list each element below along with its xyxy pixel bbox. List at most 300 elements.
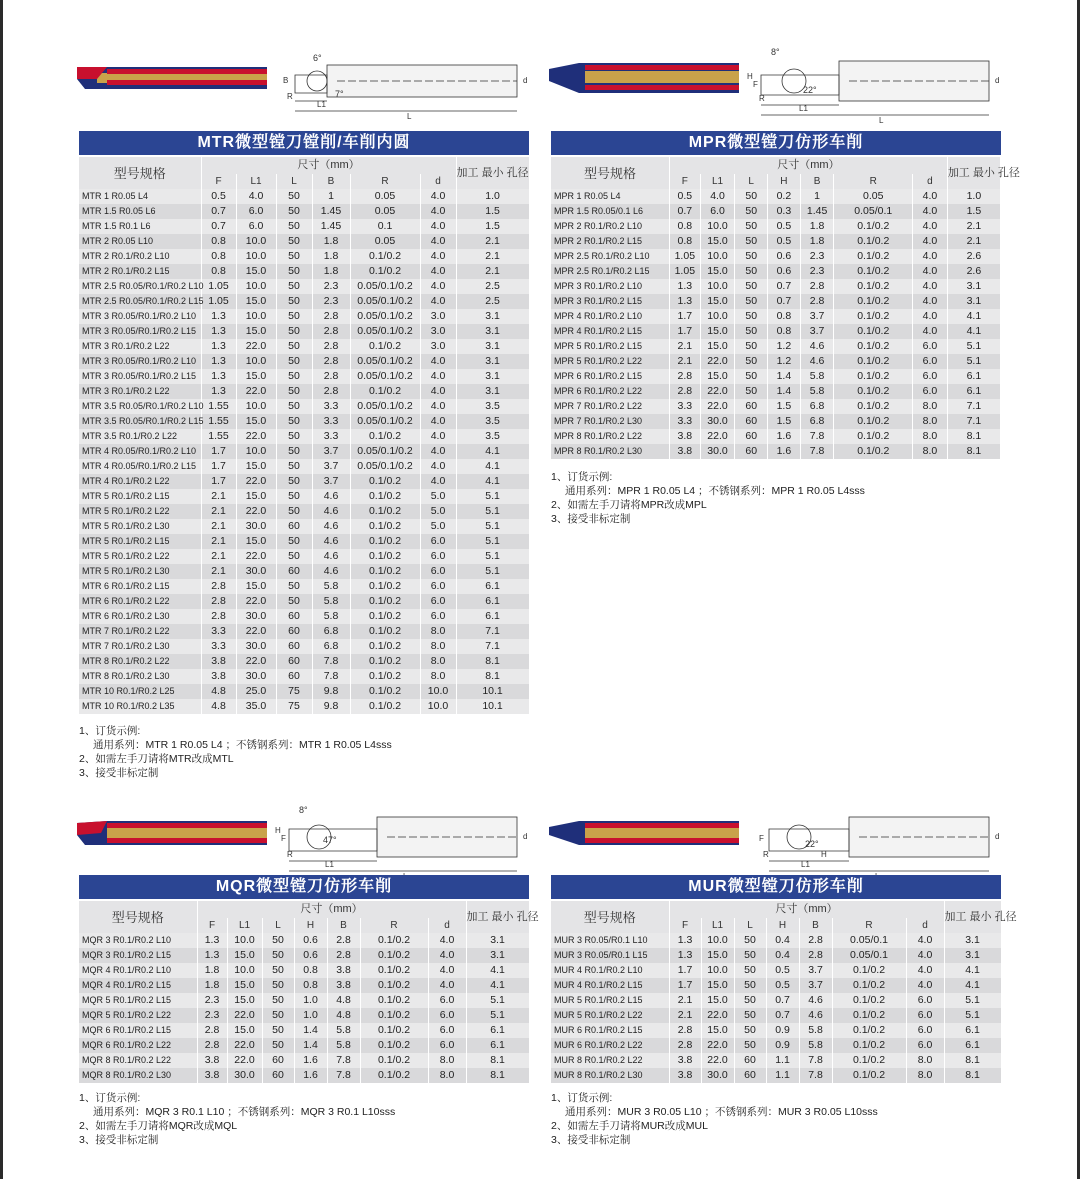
value-cell: 8.1 bbox=[947, 429, 1000, 444]
value-cell: 10.0 bbox=[236, 234, 276, 249]
model-cell: MTR 10 R0.1/R0.2 L35 bbox=[79, 699, 201, 714]
model-cell: MTR 3 R0.1/R0.2 L22 bbox=[79, 339, 201, 354]
value-cell: 15.0 bbox=[700, 294, 735, 309]
value-cell: 8.1 bbox=[944, 1068, 1001, 1083]
value-cell: 2.8 bbox=[327, 933, 360, 948]
note-1: 1、订货示例: bbox=[551, 471, 613, 483]
value-cell: 22.0 bbox=[227, 1008, 262, 1023]
value-cell: 0.1/0.2 bbox=[360, 963, 428, 978]
value-cell: 1.3 bbox=[670, 294, 701, 309]
value-cell: 4.1 bbox=[456, 459, 529, 474]
note-3: 3、接受非标定制 bbox=[79, 1134, 159, 1146]
model-cell: MQR 4 R0.1/R0.2 L15 bbox=[79, 978, 197, 993]
value-cell: 1.7 bbox=[670, 309, 701, 324]
value-cell: 60 bbox=[735, 429, 768, 444]
value-cell: 6.1 bbox=[456, 579, 529, 594]
value-cell: 22.0 bbox=[236, 429, 276, 444]
value-cell: 0.1/0.2 bbox=[834, 414, 913, 429]
header-col-r: R bbox=[360, 918, 428, 933]
value-cell: 1.2 bbox=[768, 354, 801, 369]
table-row bbox=[551, 294, 1001, 309]
model-cell: MUR 4 R0.1/R0.2 L15 bbox=[551, 978, 669, 993]
value-cell: 0.7 bbox=[201, 204, 236, 219]
value-cell: 2.8 bbox=[670, 369, 701, 384]
value-cell: 1.5 bbox=[947, 204, 1000, 219]
value-cell: 0.1/0.2 bbox=[350, 699, 420, 714]
model-cell: MTR 3 R0.05/R0.1/R0.2 L10 bbox=[79, 354, 201, 369]
value-cell: 2.8 bbox=[201, 594, 236, 609]
value-cell: 6.8 bbox=[312, 624, 350, 639]
value-cell: 15.0 bbox=[236, 324, 276, 339]
model-cell: MTR 6 R0.1/R0.2 L30 bbox=[79, 609, 201, 624]
dim-l-label: L bbox=[879, 116, 884, 125]
header-col-l1: L1 bbox=[227, 918, 262, 933]
value-cell: 10.0 bbox=[700, 279, 735, 294]
value-cell: 6.1 bbox=[456, 609, 529, 624]
value-cell: 50 bbox=[276, 339, 312, 354]
value-cell: 3.7 bbox=[799, 978, 832, 993]
table-row bbox=[551, 204, 1001, 219]
value-cell: 1.6 bbox=[768, 429, 801, 444]
value-cell: 3.8 bbox=[201, 669, 236, 684]
value-cell: 3.8 bbox=[670, 444, 701, 459]
value-cell: 6.0 bbox=[700, 204, 735, 219]
table-row bbox=[79, 933, 529, 948]
value-cell: 10.0 bbox=[227, 933, 262, 948]
model-cell: MQR 4 R0.1/R0.2 L10 bbox=[79, 963, 197, 978]
model-cell: MTR 3.5 R0.05/R0.1/R0.2 L15 bbox=[79, 414, 201, 429]
value-cell: 6.0 bbox=[906, 993, 944, 1008]
value-cell: 5.1 bbox=[456, 489, 529, 504]
value-cell: 2.1 bbox=[669, 993, 701, 1008]
value-cell: 0.1/0.2 bbox=[350, 519, 420, 534]
value-cell: 6.0 bbox=[906, 1038, 944, 1053]
value-cell: 1.7 bbox=[201, 474, 236, 489]
note-2: 2、如需左手刀请将MQR改成MQL bbox=[79, 1120, 238, 1132]
value-cell: 1.3 bbox=[201, 309, 236, 324]
value-cell: 22.0 bbox=[236, 654, 276, 669]
model-cell: MTR 5 R0.1/R0.2 L30 bbox=[79, 519, 201, 534]
value-cell: 50 bbox=[276, 279, 312, 294]
value-cell: 1.5 bbox=[456, 219, 529, 234]
value-cell: 3.8 bbox=[327, 978, 360, 993]
value-cell: 2.8 bbox=[799, 933, 832, 948]
value-cell: 1.3 bbox=[197, 948, 227, 963]
model-cell: MQR 3 R0.1/R0.2 L15 bbox=[79, 948, 197, 963]
value-cell: 2.3 bbox=[312, 279, 350, 294]
drawing-mpr bbox=[761, 61, 989, 115]
value-cell: 6.0 bbox=[906, 1008, 944, 1023]
table-row bbox=[551, 399, 1001, 414]
model-cell: MTR 1.5 R0.1 L6 bbox=[79, 219, 201, 234]
value-cell: 7.8 bbox=[312, 654, 350, 669]
value-cell: 50 bbox=[734, 1023, 766, 1038]
header-min-hole: 加工 最小 孔径 bbox=[466, 901, 529, 933]
value-cell: 60 bbox=[734, 1053, 766, 1068]
notes-mqr bbox=[79, 1091, 395, 1147]
value-cell: 0.6 bbox=[768, 249, 801, 264]
value-cell: 0.8 bbox=[768, 324, 801, 339]
note-2: 2、如需左手刀请将MPR改成MPL bbox=[551, 499, 707, 511]
value-cell: 8.1 bbox=[944, 1053, 1001, 1068]
table-row bbox=[551, 264, 1001, 279]
value-cell: 50 bbox=[735, 219, 768, 234]
value-cell: 30.0 bbox=[701, 1068, 734, 1083]
value-cell: 0.05/0.1 bbox=[834, 204, 913, 219]
value-cell: 0.1/0.2 bbox=[834, 369, 913, 384]
value-cell: 0.1/0.2 bbox=[834, 339, 913, 354]
value-cell: 1.45 bbox=[312, 219, 350, 234]
value-cell: 0.1/0.2 bbox=[350, 609, 420, 624]
value-cell: 4.0 bbox=[913, 324, 948, 339]
spec-table-mur bbox=[551, 901, 1017, 1083]
value-cell: 6.0 bbox=[420, 564, 456, 579]
value-cell: 1.5 bbox=[768, 414, 801, 429]
value-cell: 10.0 bbox=[227, 963, 262, 978]
value-cell: 3.8 bbox=[669, 1053, 701, 1068]
model-cell: MTR 2 R0.1/R0.2 L15 bbox=[79, 264, 201, 279]
value-cell: 8.0 bbox=[913, 444, 948, 459]
model-cell: MTR 7 R0.1/R0.2 L30 bbox=[79, 639, 201, 654]
value-cell: 0.05/0.1/0.2 bbox=[350, 324, 420, 339]
value-cell: 22.0 bbox=[700, 429, 735, 444]
header-model: 型号规格 bbox=[79, 157, 201, 189]
table-row bbox=[551, 429, 1001, 444]
value-cell: 50 bbox=[276, 294, 312, 309]
value-cell: 50 bbox=[734, 933, 766, 948]
value-cell: 4.6 bbox=[312, 549, 350, 564]
value-cell: 60 bbox=[262, 1068, 294, 1083]
header-dimensions: 尺寸（mm） bbox=[201, 157, 456, 174]
value-cell: 5.1 bbox=[466, 993, 529, 1008]
model-cell: MUR 3 R0.05/R0.1 L10 bbox=[551, 933, 669, 948]
value-cell: 4.0 bbox=[906, 933, 944, 948]
value-cell: 1.7 bbox=[669, 963, 701, 978]
value-cell: 4.0 bbox=[420, 279, 456, 294]
value-cell: 10.0 bbox=[236, 309, 276, 324]
value-cell: 4.0 bbox=[420, 354, 456, 369]
value-cell: 2.5 bbox=[456, 279, 529, 294]
value-cell: 0.1/0.2 bbox=[350, 579, 420, 594]
dim-h-label: H bbox=[275, 826, 281, 835]
section-title: MUR微型镗刀仿形车削 bbox=[551, 875, 1001, 899]
value-cell: 8.0 bbox=[906, 1068, 944, 1083]
value-cell: 4.0 bbox=[906, 948, 944, 963]
value-cell: 6.0 bbox=[913, 384, 948, 399]
table-row bbox=[79, 339, 529, 354]
value-cell: 1.55 bbox=[201, 429, 236, 444]
value-cell: 5.0 bbox=[420, 489, 456, 504]
model-cell: MTR 2 R0.05 L10 bbox=[79, 234, 201, 249]
value-cell: 5.1 bbox=[944, 1008, 1001, 1023]
value-cell: 3.7 bbox=[312, 444, 350, 459]
table-row bbox=[551, 1053, 1001, 1068]
value-cell: 4.8 bbox=[201, 699, 236, 714]
value-cell: 1.3 bbox=[201, 354, 236, 369]
model-cell: MPR 7 R0.1/R0.2 L30 bbox=[551, 414, 670, 429]
value-cell: 5.1 bbox=[456, 549, 529, 564]
value-cell: 2.1 bbox=[201, 549, 236, 564]
value-cell: 1.45 bbox=[312, 204, 350, 219]
model-cell: MPR 4 R0.1/R0.2 L15 bbox=[551, 324, 670, 339]
table-row bbox=[79, 384, 529, 399]
value-cell: 6.0 bbox=[428, 1023, 466, 1038]
model-cell: MTR 5 R0.1/R0.2 L15 bbox=[79, 489, 201, 504]
value-cell: 8.1 bbox=[466, 1068, 529, 1083]
dim-l1-label: L1 bbox=[325, 860, 334, 869]
value-cell: 8.0 bbox=[420, 669, 456, 684]
value-cell: 0.1/0.2 bbox=[350, 489, 420, 504]
value-cell: 1.7 bbox=[201, 444, 236, 459]
value-cell: 3.1 bbox=[456, 369, 529, 384]
table-row bbox=[551, 339, 1001, 354]
value-cell: 0.1/0.2 bbox=[350, 654, 420, 669]
model-cell: MTR 4 R0.05/R0.1/R0.2 L15 bbox=[79, 459, 201, 474]
value-cell: 2.8 bbox=[197, 1038, 227, 1053]
dim-l1-label: L1 bbox=[317, 100, 326, 109]
value-cell: 60 bbox=[276, 564, 312, 579]
table-row bbox=[551, 1038, 1001, 1053]
value-cell: 7.1 bbox=[947, 399, 1000, 414]
value-cell: 22.0 bbox=[236, 624, 276, 639]
value-cell: 30.0 bbox=[236, 609, 276, 624]
value-cell: 2.3 bbox=[197, 993, 227, 1008]
value-cell: 2.3 bbox=[800, 249, 834, 264]
dim-f-label: F bbox=[759, 834, 764, 843]
value-cell: 15.0 bbox=[227, 1023, 262, 1038]
value-cell: 3.1 bbox=[456, 384, 529, 399]
diagram-mtr bbox=[77, 40, 547, 130]
value-cell: 2.5 bbox=[456, 294, 529, 309]
value-cell: 1.2 bbox=[768, 339, 801, 354]
value-cell: 3.8 bbox=[327, 963, 360, 978]
model-cell: MPR 2.5 R0.1/R0.2 L15 bbox=[551, 264, 670, 279]
value-cell: 0.1/0.2 bbox=[360, 978, 428, 993]
value-cell: 50 bbox=[734, 993, 766, 1008]
value-cell: 0.1/0.2 bbox=[834, 324, 913, 339]
value-cell: 0.7 bbox=[766, 993, 799, 1008]
value-cell: 25.0 bbox=[236, 684, 276, 699]
value-cell: 35.0 bbox=[236, 699, 276, 714]
value-cell: 50 bbox=[735, 249, 768, 264]
value-cell: 1.6 bbox=[294, 1053, 327, 1068]
table-row bbox=[551, 234, 1001, 249]
value-cell: 0.1/0.2 bbox=[350, 339, 420, 354]
value-cell: 4.0 bbox=[913, 294, 948, 309]
value-cell: 0.1/0.2 bbox=[834, 264, 913, 279]
table-row bbox=[79, 699, 529, 714]
value-cell: 3.8 bbox=[197, 1068, 227, 1083]
value-cell: 10.0 bbox=[701, 963, 734, 978]
header-col-l: L bbox=[276, 174, 312, 189]
value-cell: 2.8 bbox=[800, 294, 834, 309]
value-cell: 3.7 bbox=[799, 963, 832, 978]
header-col-r: R bbox=[834, 174, 913, 189]
value-cell: 3.1 bbox=[466, 948, 529, 963]
dim-d-label: d bbox=[523, 832, 528, 841]
table-row bbox=[79, 1008, 529, 1023]
angle2-label: 7° bbox=[335, 89, 344, 99]
value-cell: 50 bbox=[276, 579, 312, 594]
value-cell: 0.1/0.2 bbox=[832, 1053, 906, 1068]
note-example: 通用系列：MPR 1 R0.05 L4 ；不锈钢系列：MPR 1 R0.05 L4sss bbox=[565, 485, 865, 497]
value-cell: 15.0 bbox=[236, 489, 276, 504]
value-cell: 50 bbox=[276, 324, 312, 339]
model-cell: MPR 8 R0.1/R0.2 L30 bbox=[551, 444, 670, 459]
value-cell: 0.8 bbox=[201, 264, 236, 279]
value-cell: 50 bbox=[735, 339, 768, 354]
value-cell: 0.7 bbox=[768, 294, 801, 309]
value-cell: 4.0 bbox=[420, 369, 456, 384]
value-cell: 2.1 bbox=[670, 339, 701, 354]
value-cell: 4.1 bbox=[466, 963, 529, 978]
table-row bbox=[551, 1068, 1001, 1083]
notes-mur bbox=[551, 1091, 878, 1147]
value-cell: 3.1 bbox=[456, 339, 529, 354]
value-cell: 60 bbox=[276, 654, 312, 669]
value-cell: 4.0 bbox=[428, 933, 466, 948]
header-dimensions: 尺寸（mm） bbox=[197, 901, 466, 918]
table-row bbox=[79, 669, 529, 684]
value-cell: 2.8 bbox=[312, 309, 350, 324]
value-cell: 8.0 bbox=[906, 1053, 944, 1068]
value-cell: 1.1 bbox=[766, 1053, 799, 1068]
model-cell: MQR 8 R0.1/R0.2 L22 bbox=[79, 1053, 197, 1068]
value-cell: 2.6 bbox=[947, 249, 1000, 264]
value-cell: 15.0 bbox=[227, 948, 262, 963]
value-cell: 3.0 bbox=[420, 309, 456, 324]
value-cell: 6.1 bbox=[466, 1023, 529, 1038]
value-cell: 15.0 bbox=[236, 579, 276, 594]
table-row bbox=[79, 564, 529, 579]
value-cell: 4.0 bbox=[420, 444, 456, 459]
value-cell: 6.8 bbox=[800, 399, 834, 414]
value-cell: 4.0 bbox=[428, 978, 466, 993]
value-cell: 1.3 bbox=[201, 339, 236, 354]
value-cell: 5.8 bbox=[799, 1038, 832, 1053]
value-cell: 3.5 bbox=[456, 429, 529, 444]
value-cell: 0.05 bbox=[834, 189, 913, 204]
value-cell: 10.1 bbox=[456, 699, 529, 714]
table-row bbox=[79, 549, 529, 564]
value-cell: 1.55 bbox=[201, 399, 236, 414]
value-cell: 1.3 bbox=[669, 933, 701, 948]
value-cell: 0.05 bbox=[350, 234, 420, 249]
value-cell: 2.1 bbox=[947, 234, 1000, 249]
value-cell: 0.1/0.2 bbox=[350, 474, 420, 489]
value-cell: 5.8 bbox=[800, 384, 834, 399]
value-cell: 8.1 bbox=[466, 1053, 529, 1068]
value-cell: 50 bbox=[735, 294, 768, 309]
dim-d-label: d bbox=[523, 76, 528, 85]
value-cell: 0.1/0.2 bbox=[350, 264, 420, 279]
value-cell: 2.8 bbox=[312, 369, 350, 384]
model-cell: MTR 3 R0.1/R0.2 L22 bbox=[79, 384, 201, 399]
value-cell: 15.0 bbox=[236, 414, 276, 429]
value-cell: 4.0 bbox=[420, 264, 456, 279]
value-cell: 3.3 bbox=[312, 399, 350, 414]
value-cell: 0.1/0.2 bbox=[350, 684, 420, 699]
model-cell: MPR 8 R0.1/R0.2 L22 bbox=[551, 429, 670, 444]
value-cell: 3.8 bbox=[669, 1068, 701, 1083]
model-cell: MPR 5 R0.1/R0.2 L22 bbox=[551, 354, 670, 369]
value-cell: 10.0 bbox=[701, 933, 734, 948]
value-cell: 5.8 bbox=[799, 1023, 832, 1038]
value-cell: 4.1 bbox=[944, 978, 1001, 993]
value-cell: 22.0 bbox=[236, 549, 276, 564]
value-cell: 1.3 bbox=[201, 384, 236, 399]
value-cell: 0.1/0.2 bbox=[834, 294, 913, 309]
value-cell: 2.3 bbox=[800, 264, 834, 279]
table-row bbox=[79, 594, 529, 609]
value-cell: 1.05 bbox=[201, 294, 236, 309]
value-cell: 4.0 bbox=[913, 249, 948, 264]
value-cell: 22.0 bbox=[227, 1053, 262, 1068]
value-cell: 0.7 bbox=[768, 279, 801, 294]
spec-table-mtr bbox=[79, 157, 530, 714]
header-model: 型号规格 bbox=[551, 157, 670, 189]
model-cell: MPR 2 R0.1/R0.2 L10 bbox=[551, 219, 670, 234]
value-cell: 0.1/0.2 bbox=[832, 978, 906, 993]
model-cell: MPR 5 R0.1/R0.2 L15 bbox=[551, 339, 670, 354]
table-row bbox=[79, 294, 529, 309]
value-cell: 1.5 bbox=[768, 399, 801, 414]
header-col-f: F bbox=[670, 174, 701, 189]
value-cell: 50 bbox=[262, 1008, 294, 1023]
value-cell: 30.0 bbox=[236, 669, 276, 684]
value-cell: 7.8 bbox=[799, 1068, 832, 1083]
value-cell: 0.05/0.1/0.2 bbox=[350, 279, 420, 294]
value-cell: 2.1 bbox=[201, 489, 236, 504]
dim-f-label: F bbox=[281, 834, 286, 843]
value-cell: 0.1/0.2 bbox=[360, 1038, 428, 1053]
value-cell: 1.45 bbox=[800, 204, 834, 219]
value-cell: 0.1/0.2 bbox=[834, 309, 913, 324]
value-cell: 6.0 bbox=[420, 609, 456, 624]
value-cell: 50 bbox=[276, 264, 312, 279]
note-2: 2、如需左手刀请将MTR改成MTL bbox=[79, 753, 234, 765]
value-cell: 2.1 bbox=[947, 219, 1000, 234]
dim-r-label: R bbox=[763, 850, 769, 859]
value-cell: 6.1 bbox=[944, 1038, 1001, 1053]
value-cell: 1 bbox=[800, 189, 834, 204]
value-cell: 50 bbox=[262, 1023, 294, 1038]
value-cell: 8.0 bbox=[420, 639, 456, 654]
value-cell: 0.05/0.1/0.2 bbox=[350, 294, 420, 309]
note-2: 2、如需左手刀请将MUR改成MUL bbox=[551, 1120, 708, 1132]
note-example: 通用系列：MQR 3 R0.1 L10 ；不锈钢系列：MQR 3 R0.1 L10sss bbox=[93, 1106, 396, 1118]
value-cell: 3.1 bbox=[466, 933, 529, 948]
table-row bbox=[79, 354, 529, 369]
model-cell: MTR 2 R0.1/R0.2 L10 bbox=[79, 249, 201, 264]
spec-table-mpr bbox=[551, 157, 1020, 459]
value-cell: 5.1 bbox=[947, 339, 1000, 354]
value-cell: 4.0 bbox=[428, 948, 466, 963]
value-cell: 0.1/0.2 bbox=[834, 249, 913, 264]
value-cell: 3.7 bbox=[312, 474, 350, 489]
value-cell: 1.0 bbox=[294, 993, 327, 1008]
value-cell: 50 bbox=[735, 309, 768, 324]
value-cell: 60 bbox=[276, 609, 312, 624]
value-cell: 30.0 bbox=[236, 639, 276, 654]
model-cell: MUR 6 R0.1/R0.2 L15 bbox=[551, 1023, 669, 1038]
model-cell: MPR 3 R0.1/R0.2 L15 bbox=[551, 294, 670, 309]
model-cell: MUR 4 R0.1/R0.2 L10 bbox=[551, 963, 669, 978]
dim-h-label: H bbox=[747, 72, 753, 81]
table-row bbox=[551, 369, 1001, 384]
value-cell: 2.8 bbox=[312, 324, 350, 339]
model-cell: MTR 4 R0.05/R0.1/R0.2 L10 bbox=[79, 444, 201, 459]
